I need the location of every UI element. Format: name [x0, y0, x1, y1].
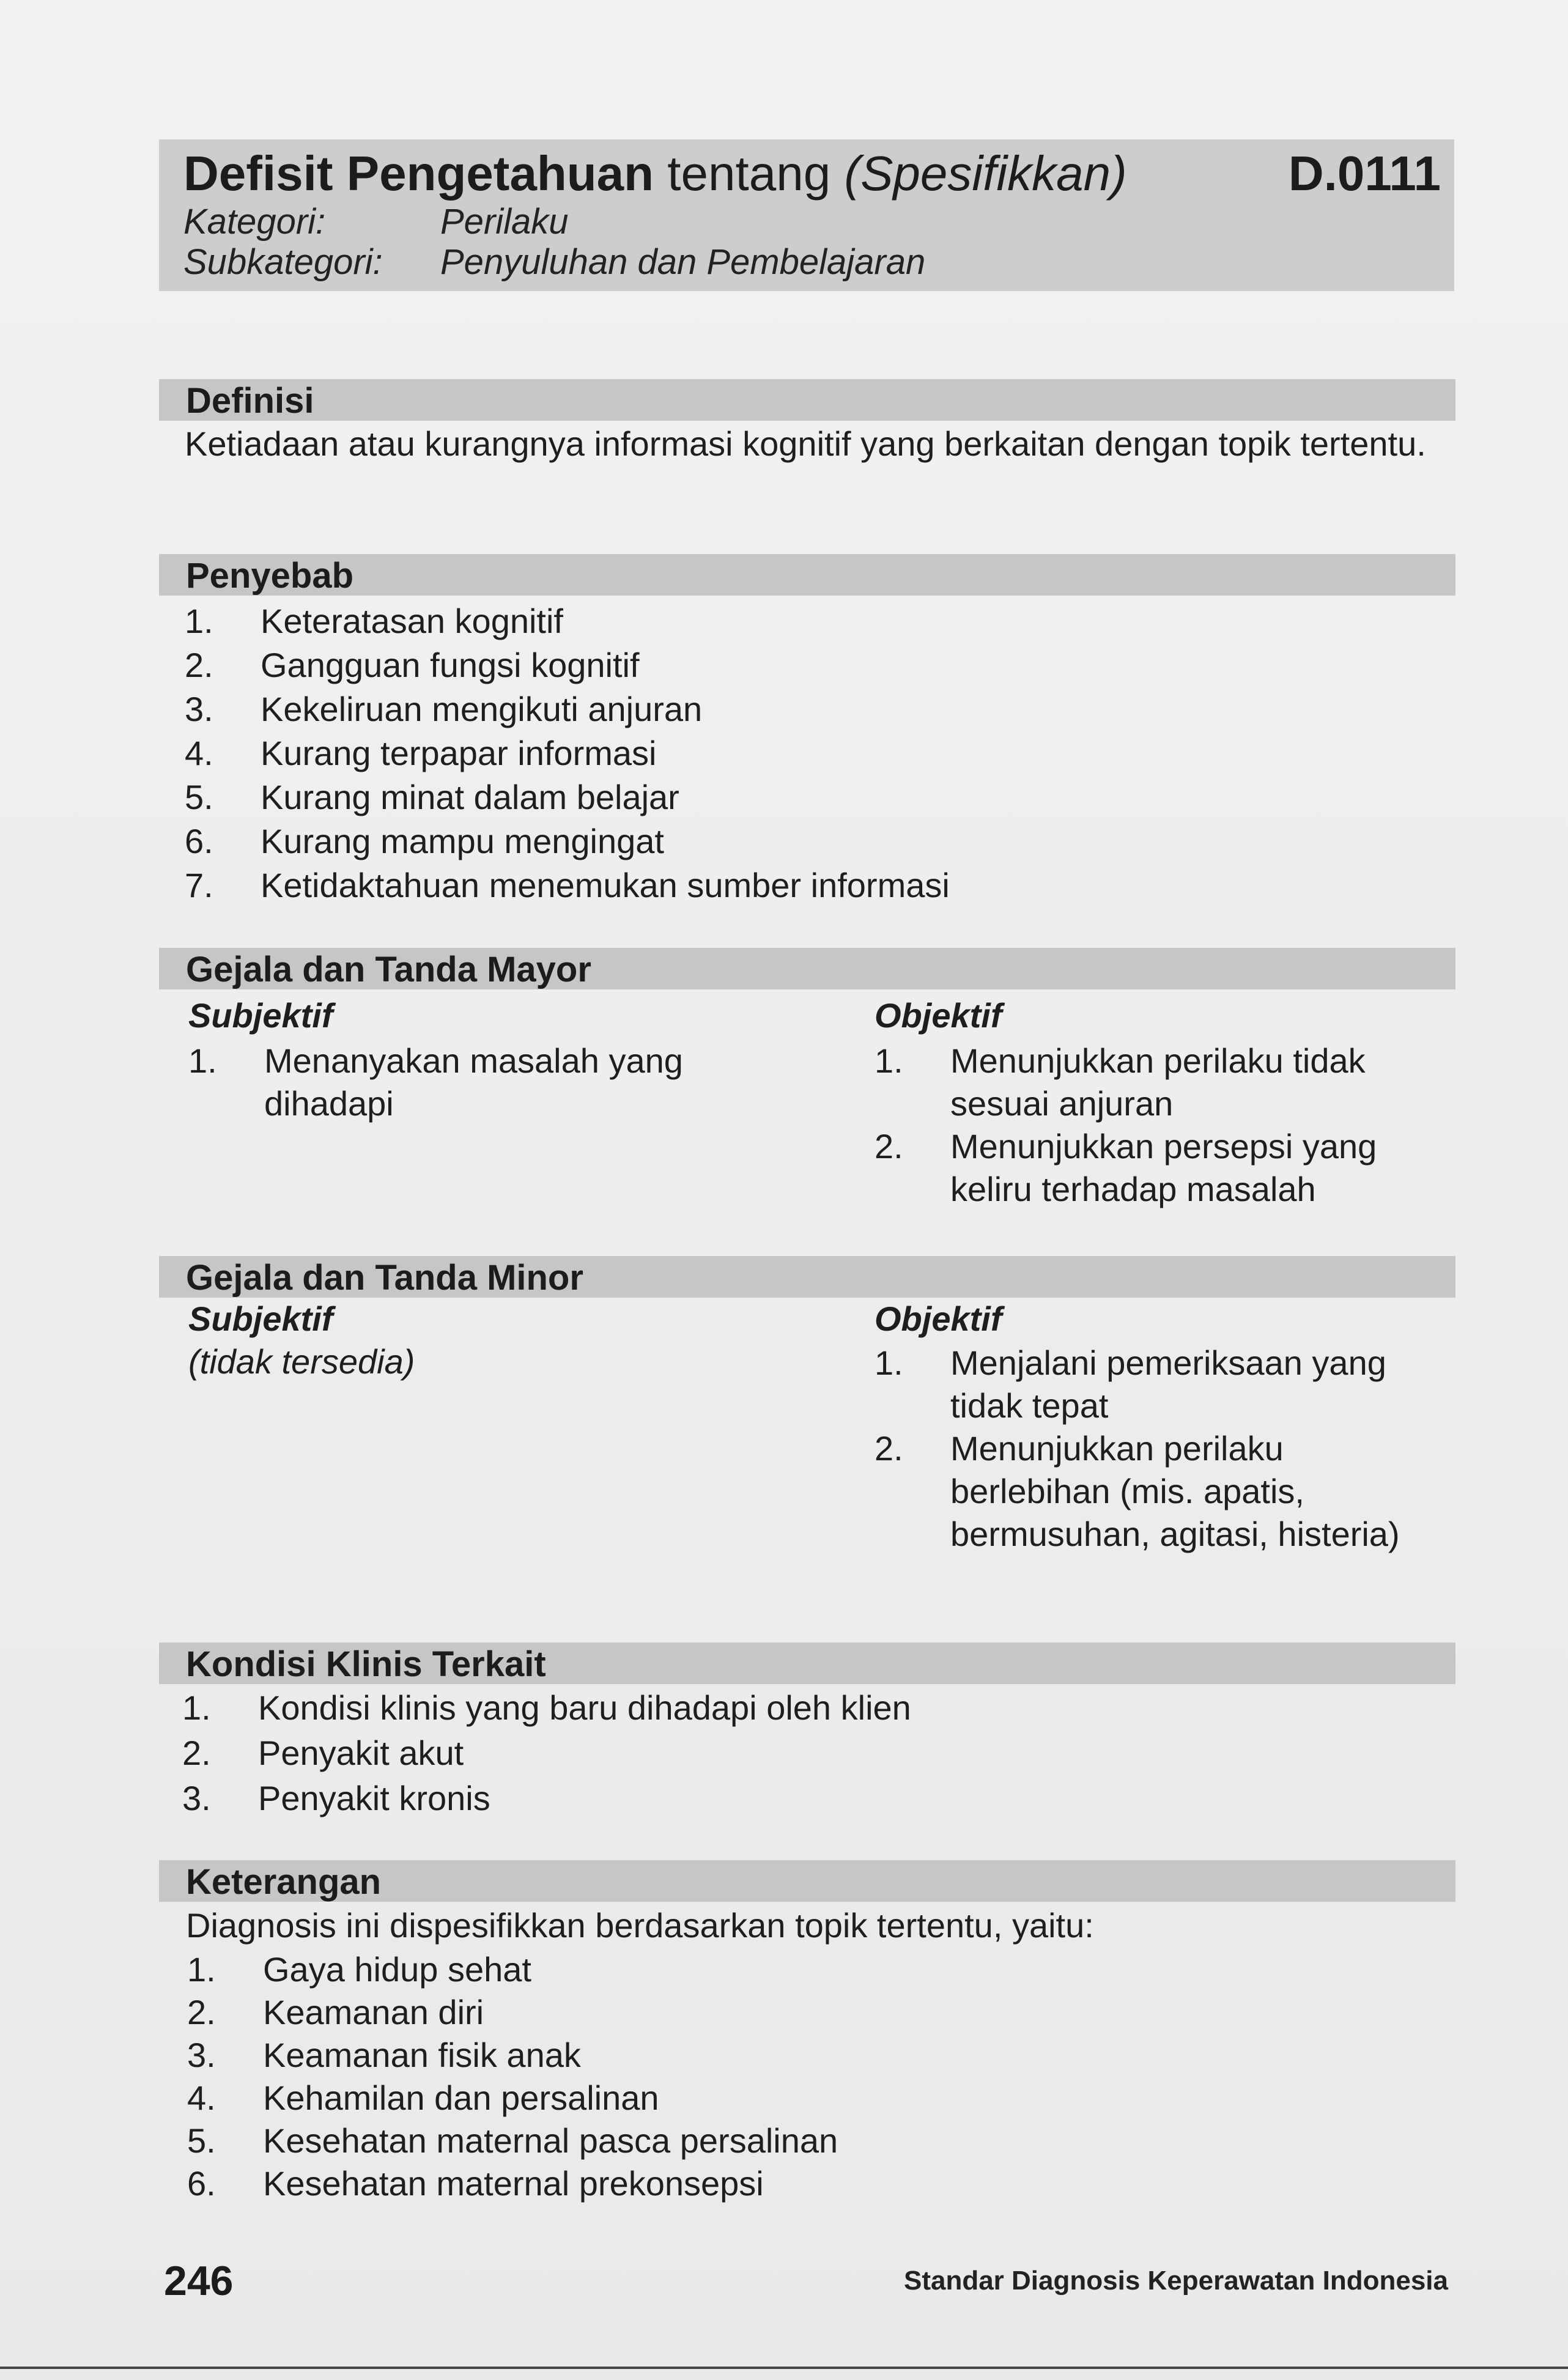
- definisi-heading: Definisi: [186, 381, 314, 421]
- list-item: 3. Penyakit kronis: [182, 1779, 490, 1817]
- minor-heading-bar: [159, 1256, 1455, 1298]
- kondisi-heading: Kondisi Klinis Terkait: [186, 1644, 546, 1684]
- list-item: 3. Kekeliruan mengikuti anjuran: [185, 690, 703, 728]
- list-item: 4. Kehamilan dan persalinan: [187, 2079, 659, 2117]
- kondisi-heading-bar: [159, 1643, 1455, 1684]
- list-item: 6. Kesehatan maternal prekonsepsi: [187, 2164, 764, 2203]
- diagnosis-code: D.0111: [1288, 146, 1441, 201]
- list-item: 3. Keamanan fisik anak: [187, 2036, 581, 2074]
- list-item: 5. Kesehatan maternal pasca persalinan: [187, 2121, 838, 2160]
- mayor-heading: Gejala dan Tanda Mayor: [186, 950, 591, 989]
- minor-heading: Gejala dan Tanda Minor: [186, 1258, 583, 1298]
- penyebab-heading: Penyebab: [186, 556, 353, 596]
- title-bold: Defisit Pengetahuan: [183, 146, 654, 201]
- list-item: 4. Kurang terpapar informasi: [185, 734, 657, 772]
- list-item: 2. Penyakit akut: [182, 1734, 464, 1772]
- subkategori-label: Subkategori:: [183, 242, 383, 282]
- minor-objektif-label: Objektif: [875, 1299, 1002, 1338]
- kategori-label: Kategori:: [183, 202, 326, 242]
- minor-objektif-list: [875, 1342, 1449, 1556]
- list-item: 2. Gangguan fungsi kognitif: [185, 646, 640, 684]
- minor-subjektif-label: Subjektif: [188, 1299, 333, 1338]
- list-item: 1. Keteratasan kognitif: [185, 602, 563, 640]
- mayor-objektif-list: [875, 1040, 1449, 1211]
- list-item: 1. Menjalani pemeriksaan yang tidak tepat: [875, 1343, 1386, 1425]
- definisi-text: Ketiadaan atau kurangnya informasi kognitif yang berkaitan dengan topik tertentu.: [185, 424, 1426, 463]
- subkategori-row: [183, 241, 925, 284]
- minor-subjektif-note: (tidak tersedia): [188, 1342, 415, 1381]
- keterangan-heading: Keterangan: [186, 1862, 382, 1902]
- penyebab-heading-bar: [159, 554, 1455, 596]
- list-item: 5. Kurang minat dalam belajar: [185, 778, 679, 816]
- diagnosis-header: [159, 139, 1454, 291]
- diagnosis-title: [183, 143, 1127, 204]
- list-item: 1. Menanyakan masalah yang dihadapi: [188, 1041, 683, 1123]
- list-item: 1. Menunjukkan perilaku tidak sesuai anjuran: [875, 1041, 1366, 1123]
- kondisi-list: [182, 1685, 1344, 1821]
- kategori-row: [183, 201, 569, 243]
- mayor-heading-bar: [159, 948, 1455, 989]
- list-item: 7. Ketidaktahuan menemukan sumber informasi: [185, 866, 950, 904]
- page-number: 246: [164, 2258, 234, 2304]
- title-normal: tentang: [667, 146, 831, 201]
- list-item: 2. Keamanan diri: [187, 1993, 484, 2031]
- penyebab-list: [185, 599, 1347, 907]
- title-italic: (Spesifikkan): [844, 146, 1127, 201]
- list-item: 1. Kondisi klinis yang baru dihadapi oleh klien: [182, 1688, 911, 1727]
- list-item: 2. Menunjukkan persepsi yang keliru terhadap masalah: [875, 1127, 1377, 1208]
- book-title: Standar Diagnosis Keperawatan Indonesia: [903, 2266, 1448, 2296]
- list-item: 1. Gaya hidup sehat: [187, 1950, 531, 1989]
- definisi-heading-bar: [159, 379, 1455, 421]
- mayor-subjektif-label: Subjektif: [188, 996, 333, 1035]
- keterangan-heading-bar: [159, 1860, 1455, 1902]
- keterangan-list: [187, 1948, 1349, 2205]
- list-item: 6. Kurang mampu mengingat: [185, 822, 664, 860]
- kategori-value: Perilaku: [440, 202, 569, 242]
- list-item: 2. Menunjukkan perilaku berlebihan (mis. apatis, bermusuhan, agitasi, histeria): [875, 1429, 1400, 1553]
- mayor-subjektif-list: [188, 1040, 751, 1125]
- mayor-objektif-label: Objektif: [875, 996, 1002, 1035]
- bottom-rule: [0, 2367, 1568, 2369]
- subkategori-value: Penyuluhan dan Pembelajaran: [440, 242, 926, 282]
- keterangan-intro: Diagnosis ini dispesifikkan berdasarkan topik tertentu, yaitu:: [186, 1906, 1094, 1945]
